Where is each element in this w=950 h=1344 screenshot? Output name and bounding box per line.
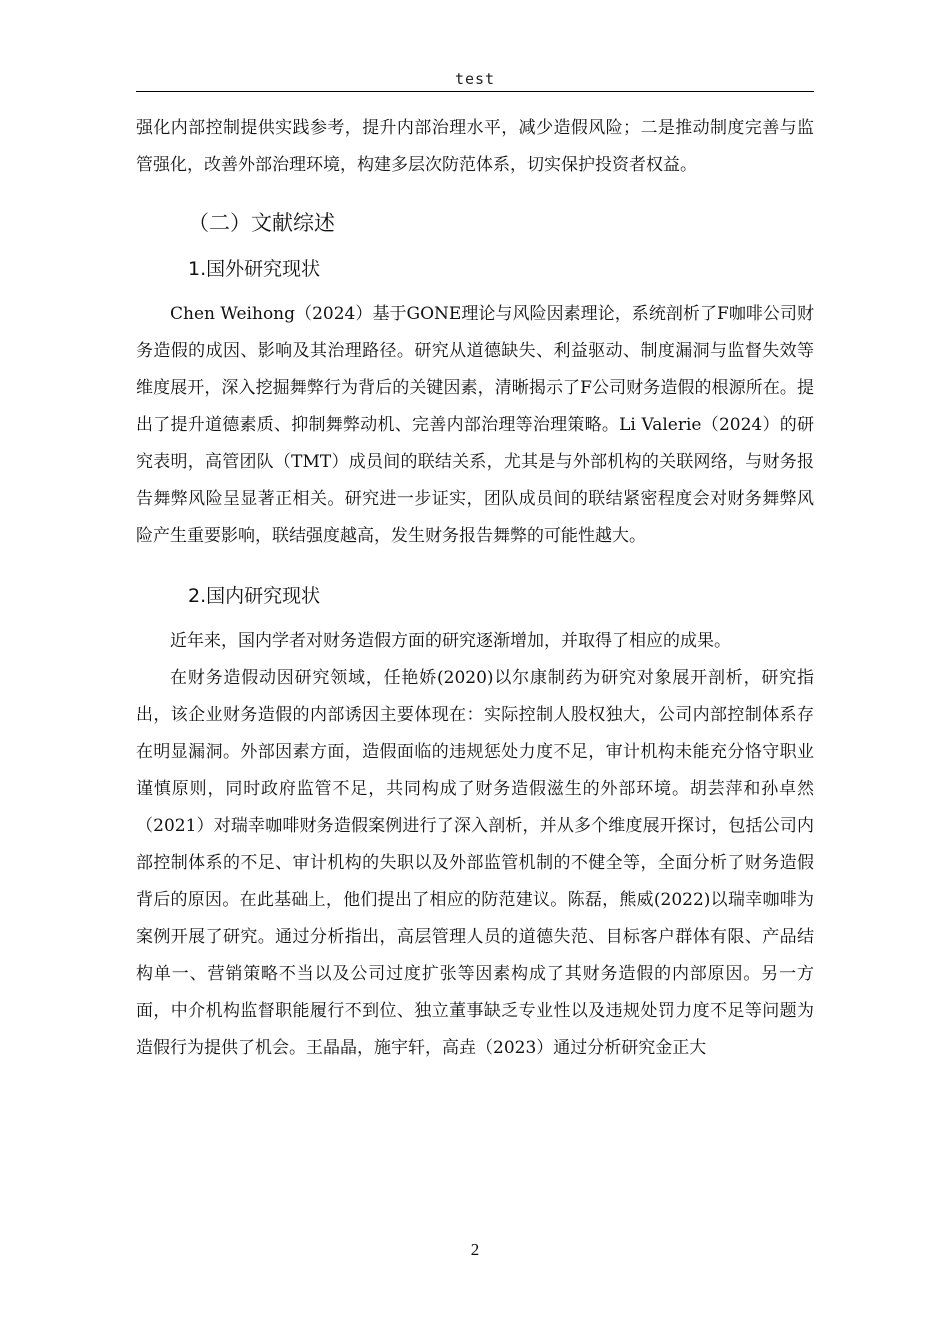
page-body xyxy=(136,110,814,1067)
heading-foreign-research: 1.国外研究现状 xyxy=(188,258,321,280)
paragraph-foreign-research: Chen Weihong（2024）基于GONE理论与风险因素理论，系统剖析了F咖啡公司财务造假的成因、影响及其治理路径。研究从道德缺失、利益驱动、制度漏洞与监督失效等维度展开，深入挖掘舞弊行为背后的关键因素，清晰揭示了F公司财务造假的根源所在。提出了提升道德素质、抑制舞弊动机、完善内部治理等治理策略。Li Valerie（2024）的研究表明，高管团队（TMT）成员间的联结关系，尤其是与外部机构的关联网络，与财务报告舞弊风险呈显著正相关。研究进一步证实，团队成员间的联结紧密程度会对财务舞弊风险产生重要影响，联结强度越高，发生财务报告舞弊的可能性越大。 xyxy=(136,304,814,546)
header-rule xyxy=(136,91,814,92)
paragraph-domestic-body: 在财务造假动因研究领域，任艳娇(2020)以尔康制药为研究对象展开剖析，研究指出，该企业财务造假的内部诱因主要体现在：实际控制人股权独大，公司内部控制体系存在明显漏洞。外部因素方面，造假面临的违规惩处力度不足，审计机构未能充分恪守职业谨慎原则，同时政府监管不足，共同构成了财务造假滋生的外部环境。胡芸萍和孙卓然（2021）对瑞幸咖啡财务造假案例进行了深入剖析，并从多个维度展开探讨，包括公司内部控制体系的不足、审计机构的失职以及外部监管机制的不健全等，全面分析了财务造假背后的原因。在此基础上，他们提出了相应的防范建议。陈磊，熊威(2022)以瑞幸咖啡为案例开展了研究。通过分析指出，高层管理人员的道德失范、目标客户群体有限、产品结构单一、营销策略不当以及公司过度扩张等因素构成了其财务造假的内部原因。另一方面，中介机构监督职能履行不到位、独立董事缺乏专业性以及违规处罚力度不足等问题为造假行为提供了机会。王晶晶，施宇轩，高垚（2023）通过分析研究金正大 xyxy=(136,668,814,1058)
spacer xyxy=(136,555,814,569)
paragraph-domestic-intro: 近年来，国内学者对财务造假方面的研究逐渐增加，并取得了相应的成果。 xyxy=(170,631,731,651)
heading-domestic-research: 2.国内研究现状 xyxy=(188,585,321,607)
page-number: 2 xyxy=(470,1240,480,1259)
running-header: test xyxy=(454,70,496,88)
paragraph-intro-tail: 强化内部控制提供实践参考，提升内部治理水平，减少造假风险；二是推动制度完善与监管强化，改善外部治理环境，构建多层次防范体系，切实保护投资者权益。 xyxy=(136,118,814,175)
heading-literature-review: （二）文献综述 xyxy=(188,211,335,235)
